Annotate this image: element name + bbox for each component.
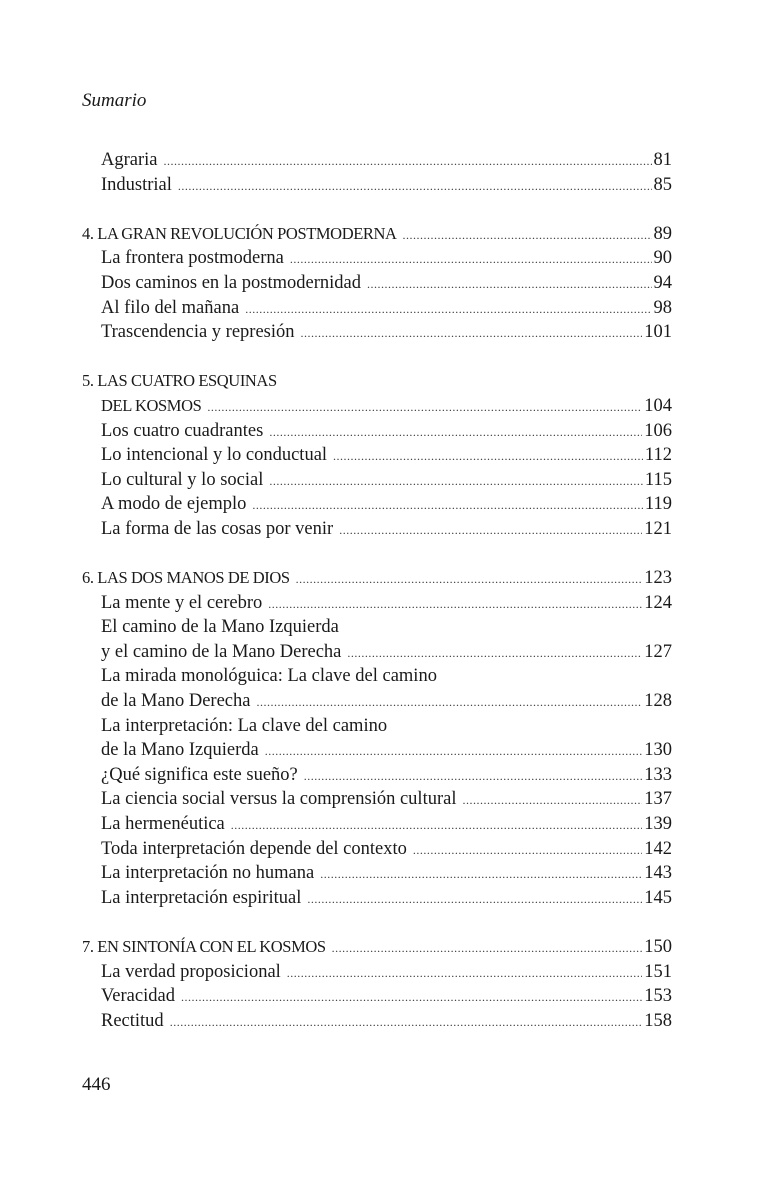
toc-entry-line bbox=[82, 419, 672, 444]
page-number: 446 bbox=[82, 1074, 111, 1095]
dot-leader bbox=[462, 788, 642, 813]
toc-page-number: 124 bbox=[644, 592, 672, 613]
toc-entry-line bbox=[82, 271, 672, 296]
dot-leader bbox=[307, 887, 642, 912]
toc-entry-line bbox=[82, 763, 672, 788]
toc-page-number: 119 bbox=[644, 494, 672, 515]
entry-title: de la Mano Derecha bbox=[101, 691, 251, 712]
toc-page-number: 153 bbox=[644, 986, 672, 1007]
toc-page-number: 106 bbox=[644, 420, 672, 441]
entry-title: Toda interpretación depende del contexto bbox=[101, 838, 407, 859]
dot-leader bbox=[164, 149, 652, 174]
toc-entry-line bbox=[82, 812, 672, 837]
toc-entry-line bbox=[82, 591, 672, 616]
entry-title: Veracidad bbox=[101, 986, 175, 1007]
chapter-title: 7. EN SINTONÍA CON EL KOSMOS bbox=[82, 937, 326, 956]
toc-page-number: 89 bbox=[653, 223, 672, 244]
toc-entry-line bbox=[82, 148, 672, 173]
toc-page-number: 130 bbox=[644, 740, 672, 761]
chapter-title: 6. LAS DOS MANOS DE DIOS bbox=[82, 568, 290, 588]
dot-leader bbox=[265, 739, 643, 764]
dot-leader bbox=[304, 764, 643, 789]
toc-page-number: 150 bbox=[644, 937, 672, 957]
dot-leader bbox=[367, 272, 652, 297]
dot-leader bbox=[252, 493, 643, 518]
section-gap bbox=[82, 542, 672, 567]
toc-page-number: 112 bbox=[644, 445, 672, 466]
toc-entry-line bbox=[82, 738, 672, 763]
entry-title: Rectitud bbox=[101, 1010, 164, 1031]
toc-entry-line bbox=[82, 960, 672, 985]
dot-leader bbox=[170, 1010, 643, 1035]
dot-leader bbox=[231, 813, 642, 838]
dot-leader bbox=[268, 592, 642, 617]
toc-entry-line bbox=[82, 320, 672, 345]
toc-page-number: 137 bbox=[644, 789, 672, 810]
dot-leader bbox=[178, 174, 652, 199]
section-gap bbox=[82, 345, 672, 370]
dot-leader bbox=[256, 690, 642, 715]
entry-title: La mirada monológuica: La clave del camino bbox=[101, 666, 437, 687]
toc-entry-line bbox=[82, 615, 672, 640]
toc-page-number: 151 bbox=[644, 961, 672, 982]
toc-entry-line bbox=[82, 517, 672, 542]
dot-leader bbox=[269, 469, 643, 494]
entry-title: Agraria bbox=[101, 150, 158, 170]
dot-leader bbox=[339, 518, 642, 543]
running-head: Sumario bbox=[82, 90, 147, 111]
entry-title: La mente y el cerebro bbox=[101, 592, 263, 613]
toc-page-number: 94 bbox=[653, 272, 672, 293]
section-gap bbox=[82, 197, 672, 222]
toc-page-number: 123 bbox=[644, 568, 672, 589]
toc-entry-line bbox=[82, 689, 672, 714]
toc-entry-line bbox=[82, 468, 672, 493]
toc-entry-line bbox=[82, 664, 672, 689]
toc-entry-line bbox=[82, 492, 672, 517]
dot-leader bbox=[347, 641, 642, 666]
dot-leader bbox=[181, 985, 642, 1010]
toc-page-number: 85 bbox=[653, 174, 672, 195]
entry-title: El camino de la Mano Izquierda bbox=[101, 617, 339, 638]
toc-chapter-line bbox=[82, 369, 672, 394]
dot-leader bbox=[245, 297, 651, 322]
toc-entry-line bbox=[82, 861, 672, 886]
entry-title: Trascendencia y represión bbox=[101, 322, 295, 343]
toc-page-number: 98 bbox=[653, 297, 672, 318]
dot-leader bbox=[413, 838, 642, 863]
toc-page-number: 81 bbox=[653, 150, 672, 170]
toc-entry-line bbox=[82, 984, 672, 1009]
toc-page-number: 145 bbox=[644, 887, 672, 908]
entry-title: y el camino de la Mano Derecha bbox=[101, 641, 342, 662]
toc-entry-line bbox=[82, 640, 672, 665]
chapter-title: DEL KOSMOS bbox=[101, 395, 202, 415]
dot-leader bbox=[301, 321, 643, 346]
toc-entry-line bbox=[82, 443, 672, 468]
toc-entry-line bbox=[82, 296, 672, 321]
entry-title: La ciencia social versus la comprensión cultural bbox=[101, 789, 457, 810]
entry-title: Lo intencional y lo conductual bbox=[101, 445, 328, 466]
entry-title: La interpretación no humana bbox=[101, 863, 315, 884]
section-gap bbox=[82, 910, 672, 935]
entry-title: La frontera postmoderna bbox=[101, 248, 284, 269]
toc-entry-line bbox=[82, 246, 672, 271]
entry-title: Al filo del mañana bbox=[101, 297, 240, 318]
entry-title: La interpretación espiritual bbox=[101, 887, 302, 908]
entry-title: Los cuatro cuadrantes bbox=[101, 420, 264, 441]
toc-page-number: 158 bbox=[644, 1010, 672, 1031]
entry-title: La hermenéutica bbox=[101, 814, 225, 835]
entry-title: La forma de las cosas por venir bbox=[101, 518, 334, 539]
toc-page-number: 128 bbox=[644, 691, 672, 712]
toc-entry-line bbox=[82, 1009, 672, 1034]
toc-page-number: 121 bbox=[644, 518, 672, 539]
toc-page-number: 104 bbox=[644, 395, 672, 416]
dot-leader bbox=[287, 961, 642, 986]
dot-leader bbox=[320, 862, 642, 887]
toc-page-number: 127 bbox=[644, 641, 672, 662]
dot-leader bbox=[332, 936, 643, 961]
toc-page-number: 139 bbox=[644, 814, 672, 835]
toc-page-number: 90 bbox=[653, 248, 672, 269]
table-of-contents bbox=[82, 148, 672, 1033]
dot-leader bbox=[333, 444, 643, 469]
entry-title: La verdad proposicional bbox=[101, 961, 281, 982]
toc-page-number: 143 bbox=[644, 863, 672, 884]
entry-title: de la Mano Izquierda bbox=[101, 740, 259, 761]
chapter-title: 5. LAS CUATRO ESQUINAS bbox=[82, 371, 277, 391]
toc-page-number: 142 bbox=[644, 838, 672, 859]
dot-leader bbox=[403, 223, 652, 248]
entry-title: Dos caminos en la postmodernidad bbox=[101, 272, 361, 293]
dot-leader bbox=[290, 247, 652, 272]
toc-chapter-line bbox=[82, 935, 672, 960]
dot-leader bbox=[269, 420, 642, 445]
toc-entry-line bbox=[82, 173, 672, 198]
toc-chapter-line bbox=[82, 566, 672, 591]
toc-entry-line bbox=[82, 787, 672, 812]
toc-page-number: 101 bbox=[644, 322, 672, 343]
toc-entry-line bbox=[82, 714, 672, 739]
toc-entry-line bbox=[82, 837, 672, 862]
entry-title: Industrial bbox=[101, 174, 172, 195]
dot-leader bbox=[207, 395, 642, 420]
toc-page-number: 133 bbox=[644, 764, 672, 785]
entry-title: ¿Qué significa este sueño? bbox=[101, 764, 298, 785]
toc-entry-line bbox=[82, 886, 672, 911]
entry-title: A modo de ejemplo bbox=[101, 494, 247, 515]
entry-title: Lo cultural y lo social bbox=[101, 469, 264, 490]
dot-leader bbox=[296, 567, 643, 592]
chapter-title: 4. LA GRAN REVOLUCIÓN POSTMODERNA bbox=[82, 223, 397, 243]
entry-title: La interpretación: La clave del camino bbox=[101, 715, 388, 736]
toc-page-number: 115 bbox=[644, 469, 672, 490]
toc-chapter-line bbox=[82, 394, 672, 419]
toc-chapter-line bbox=[82, 222, 672, 247]
